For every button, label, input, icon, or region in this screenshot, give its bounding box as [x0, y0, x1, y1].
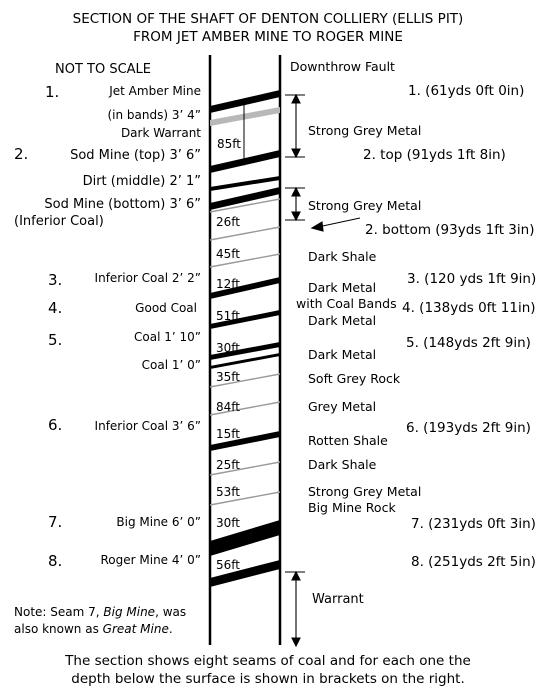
seam-5-name: Coal 1’ 10” [134, 330, 201, 344]
seam-6-name: Inferior Coal 3’ 6” [94, 419, 201, 433]
thickness-label: 35ft [216, 370, 240, 384]
seam-1-name: Jet Amber Mine [109, 84, 201, 98]
note-line2-prefix: also known as [14, 622, 103, 636]
coal-dirt-band [210, 176, 280, 191]
thickness-label: 12ft [216, 277, 240, 291]
stratum-label: Dark Metal [308, 280, 377, 295]
coal-1-0-label: Coal 1’ 0” [141, 358, 201, 372]
seam-8-number: 8. [48, 552, 63, 570]
inferior-coal-paren-label: (Inferior Coal) [14, 214, 104, 229]
stratum-label: Rotten Shale [308, 433, 388, 448]
seam-2-number: 2. [14, 145, 29, 163]
seam-7-depth: 7. (231yds 0ft 3in) [411, 516, 536, 532]
inner-arrow [242, 101, 246, 165]
note-prefix: Note: Seam 7, [14, 605, 104, 619]
seam-3-name: Inferior Coal 2’ 2” [94, 271, 201, 285]
seam-4-depth: 4. (138yds 0ft 11in) [402, 300, 536, 316]
seam-1-depth: 1. (61yds 0ft 0in) [408, 83, 525, 99]
thickness-label: 15ft [216, 427, 240, 441]
stratum-label: Big Mine Rock [308, 500, 396, 515]
seam-7-name: Big Mine 6’ 0” [116, 515, 201, 529]
stratum-label: Dark Metal [308, 347, 377, 362]
stratum-label: Strong Grey Metal [308, 123, 422, 138]
seam-6-depth: 6. (193yds 2ft 9in) [406, 420, 531, 436]
thickness-label: 25ft [216, 458, 240, 472]
title-line-2: FROM JET AMBER MINE TO ROGER MINE [133, 29, 403, 45]
seam-7-number: 7. [48, 513, 63, 531]
thickness-label: 30ft [216, 516, 240, 530]
stratum-label: with Coal Bands [296, 296, 397, 311]
thickness-label: 53ft [216, 485, 240, 499]
stratum-label: Strong Grey Metal [308, 198, 422, 213]
thickness-label: 26ft [216, 215, 240, 229]
seam-2-name: Sod Mine (top) 3’ 6” [70, 148, 201, 163]
note-big-mine: Big Mine [103, 605, 156, 619]
title-line-1: SECTION OF THE SHAFT OF DENTON COLLIERY (ELLIS PIT) [72, 11, 464, 27]
note-line-1 [14, 605, 186, 619]
seam-4-number: 4. [48, 299, 63, 317]
seam-2-top-depth: 2. top (91yds 1ft 8in) [363, 147, 506, 163]
stratum-label: Strong Grey Metal [308, 484, 422, 499]
note-line2-suffix: . [168, 622, 173, 636]
seam-1-number: 1. [45, 83, 60, 101]
seam-6-number: 6. [48, 416, 63, 434]
dirt-label: Dirt (middle) 2’ 1” [82, 174, 201, 189]
caption-line-2: depth below the surface is shown in brackets on the right. [71, 671, 465, 687]
seam-1-bands-label: (in bands) 3’ 4” [107, 108, 201, 122]
stratum-label: Dark Metal [308, 313, 377, 328]
dark-warrant-label: Dark Warrant [120, 126, 201, 140]
thickness-label: 84ft [216, 400, 240, 414]
stratum-label: Warrant [312, 592, 364, 607]
thickness-label: 56ft [216, 558, 240, 572]
seam-5-number: 5. [48, 331, 63, 349]
seam-2-bottom-depth: 2. bottom (93yds 1ft 3in) [365, 222, 535, 238]
seam-8-depth: 8. (251yds 2ft 5in) [411, 554, 536, 570]
thickness-label: 45ft [216, 247, 240, 261]
caption-line-1: The section shows eight seams of coal and for each one the [65, 653, 471, 669]
stratum-label: Soft Grey Rock [308, 371, 401, 386]
stratum-label: Dark Shale [308, 457, 377, 472]
seam-3-number: 3. [48, 271, 63, 289]
thickness-label: 51ft [216, 309, 240, 323]
not-to-scale-label: NOT TO SCALE [55, 62, 152, 77]
thickness-label: 85ft [217, 137, 241, 151]
thickness-label: 30ft [216, 341, 240, 355]
note-great-mine: Great Mine [102, 622, 169, 636]
fault-label: Downthrow Fault [290, 59, 395, 74]
stratum-label: Grey Metal [308, 399, 377, 414]
seam-5-depth: 5. (148yds 2ft 9in) [406, 335, 531, 351]
sod-bottom-label: Sod Mine (bottom) 3’ 6” [44, 197, 201, 212]
seam-4-name: Good Coal [135, 301, 197, 315]
note-mid: , was [155, 605, 187, 619]
coal-seam-2-bottom-band [210, 187, 280, 210]
stratum-label: Dark Shale [308, 249, 377, 264]
note-line-2 [14, 622, 173, 636]
seam-3-depth: 3. (120 yds 1ft 9in) [407, 271, 537, 287]
seam-8-name: Roger Mine 4’ 0” [100, 553, 201, 567]
